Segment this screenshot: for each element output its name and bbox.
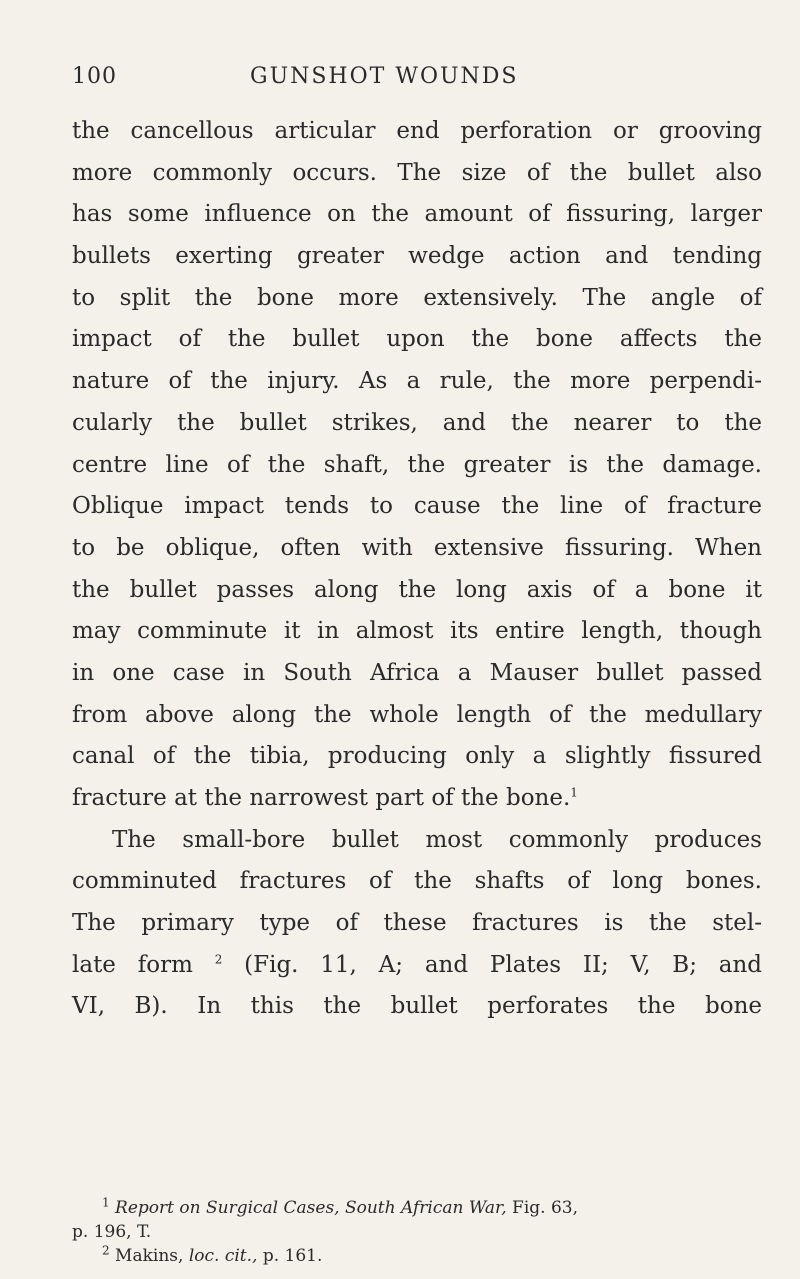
text-line <box>72 945 762 987</box>
text-line: cularly the bullet strikes, and the nearer to the <box>72 409 762 436</box>
running-head: GUNSHOT WOUNDS <box>250 64 519 89</box>
text-line: may comminute it in almost its entire length, though <box>72 618 762 645</box>
footnote-2 <box>72 1244 762 1268</box>
text-line: nature of the injury. As a rule, the more perpendi- <box>72 368 762 395</box>
text-fragment: (Fig. 11, A; and Plates II; V, B; and <box>244 951 763 978</box>
text-line: The small-bore bullet most commonly produces <box>112 826 762 853</box>
text-line: bullets exerting greater wedge action and tending <box>72 243 762 270</box>
footnote-author: Makins, <box>115 1246 184 1266</box>
text-line: Oblique impact tends to cause the line of fracture <box>72 493 762 520</box>
footnote-1-cont: p. 196, T. <box>72 1222 152 1242</box>
text-line: The primary type of these fractures is the stel- <box>72 910 762 937</box>
footnote-page: p. 161. <box>262 1246 323 1266</box>
text-fragment: late form <box>72 951 193 978</box>
text-line: canal of the tibia, producing only a slightly fissured <box>72 743 762 770</box>
text-line: to be oblique, often with extensive fissuring. When <box>72 534 762 561</box>
text-line: from above along the whole length of the medullary <box>72 701 762 728</box>
text-line: comminuted fractures of the shafts of long bones. <box>72 868 762 895</box>
footnote-ref-2[interactable]: 2 <box>214 952 223 967</box>
footnote-1 <box>72 1196 762 1220</box>
footnote-marker: 1 <box>102 1195 110 1210</box>
text-line: has some influence on the amount of fissuring, larger <box>72 201 762 228</box>
text-line: VI, B). In this the bullet perforates the bone <box>72 993 762 1020</box>
body-text <box>72 111 762 1028</box>
text-line: centre line of the shaft, the greater is the damage. <box>72 451 762 478</box>
text-line: the bullet passes along the long axis of a bone it <box>72 576 762 603</box>
text-line: the cancellous articular end perforation or grooving <box>72 118 762 144</box>
text-line: more commonly occurs. The size of the bullet also <box>72 159 762 186</box>
footnote-loc: loc. cit., <box>188 1246 258 1266</box>
page-number: 100 <box>72 64 117 89</box>
footnote-text: Fig. 63, <box>512 1198 578 1218</box>
footnote-ref-1[interactable]: 1 <box>570 785 578 800</box>
footnote-marker: 2 <box>102 1243 110 1258</box>
text-line: to split the bone more extensively. The angle of <box>72 284 762 311</box>
footnote-title: Report on Surgical Cases, South African War, <box>115 1198 507 1218</box>
text-line <box>72 778 762 820</box>
text-fragment: fracture at the narrowest part of the bone. <box>72 785 571 811</box>
text-line: impact of the bullet upon the bone affects the <box>72 326 762 353</box>
footnotes <box>72 1196 762 1268</box>
text-line: in one case in South Africa a Mauser bullet passed <box>72 659 762 686</box>
